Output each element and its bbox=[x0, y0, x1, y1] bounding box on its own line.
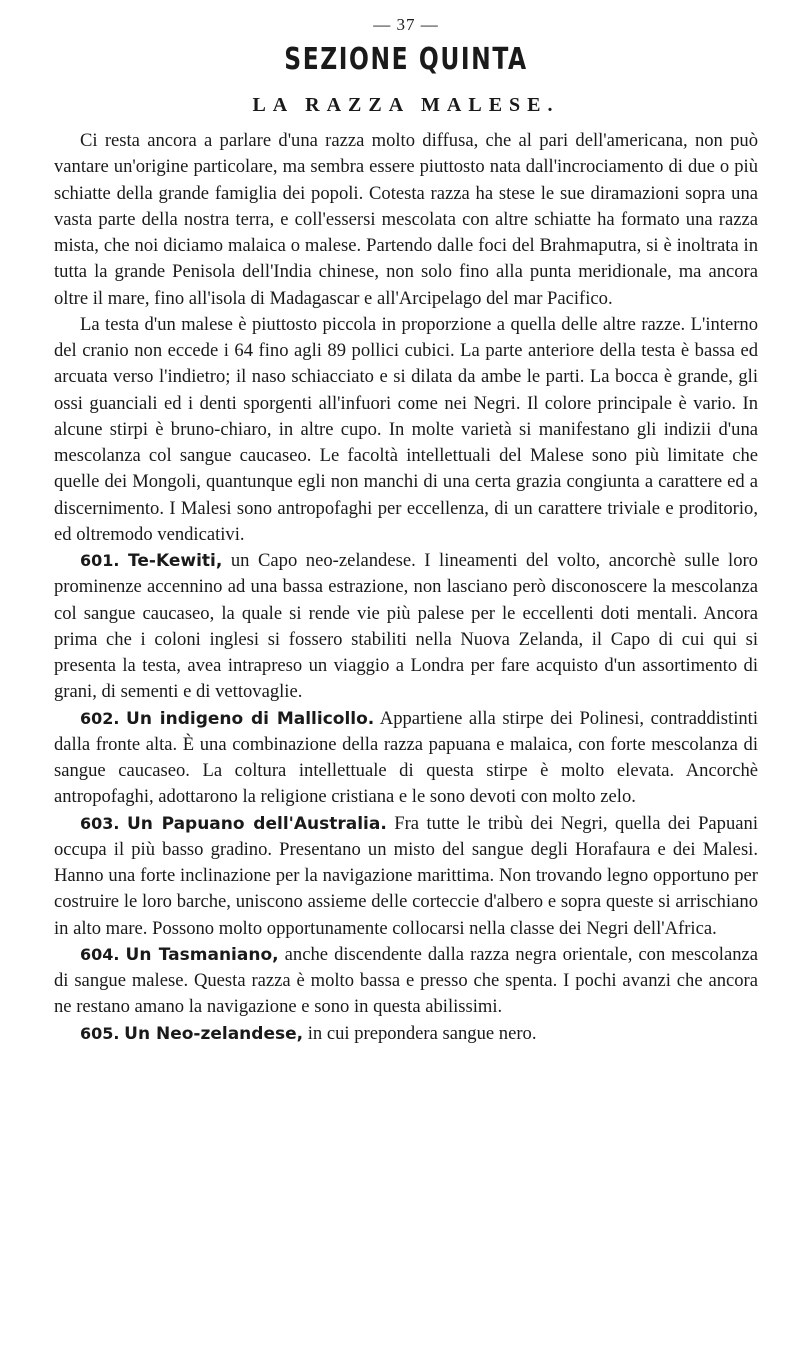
entry-601 bbox=[54, 548, 758, 706]
entry-text: Fra tutte le tribù dei Negri, quella dei Papuani occupa il più basso gradino. Presentano un misto del sangue degli Horafaura e dei Malesi. Hanno una forte inclinazione per la navigazione marittima. Non trovando legno opportuno per costruire le loro barche, uniscono assieme delle corteccie d'albero e sopra queste si arrischiano in alto mare. Possono molto opportunamente collocarsi nella classe dei Negri dell'Africa. bbox=[54, 812, 758, 939]
entry-text: Appartiene alla stirpe dei Polinesi, contraddistinti dalla fronte alta. È una combinazione della razza papuana e malaica, con forte mescolanza di sangue caucaseo. La coltura intellettuale di questa stirpe è molto elevata. Ancorchè antropofaghi, adottarono la religione cristiana e le sono devoti con molto zelo. bbox=[54, 707, 758, 808]
entry-number: 602. bbox=[80, 708, 120, 728]
entry-number: 601. bbox=[80, 551, 120, 570]
entry-text: anche discendente dalla razza negra orientale, con mescolanza di sangue malese. Questa razza è molto bassa e presso che spenta. I pochi avanzi che ancora ne restano amano la navigazione e sono in questa abilissimi. bbox=[54, 943, 759, 1018]
entry-605 bbox=[54, 1021, 758, 1047]
entry-title: Un Tasmaniano, bbox=[125, 944, 279, 965]
entry-title: Te-Kewiti, bbox=[128, 551, 223, 571]
description-paragraph: La testa d'un malese è piuttosto piccola in proporzione a quella delle altre razze. L'interno del cranio non eccede i 64 fino agli 89 pollici cubici. La parte anteriore della testa è bassa ed arcuata verso l'indietro; il naso schiacciato e si dilata da ambe le parti. La bocca è grande, gli ossi guanciali ed i denti sporgenti all'infuori come nei Negri. Il colore principale è vario. In alcune stirpi è bruno-chiaro, in altre cupo. In molte varietà si manifestano gli indizii d'una mescolanza col sangue caucaseo. Le facoltà intellettuali del Malese sono più limitate che quelle dei Mongoli, quantunque egli non manchi di una certa grazia congiunta a carattere ed a discernimento. I Malesi sono antropofaghi per eccellenza, di un carattere triviale e proditorio, ed oltremodo vendicativi. bbox=[54, 313, 758, 545]
body-text bbox=[54, 128, 758, 1047]
entry-title: Un Neo-zelandese, bbox=[124, 1023, 304, 1044]
entry-title: Un indigeno di Mallicollo. bbox=[126, 708, 375, 729]
entry-603 bbox=[54, 811, 758, 942]
section-title: SEZIONE QUINTA bbox=[284, 42, 528, 77]
entry-title: Un Papuano dell'Australia. bbox=[126, 813, 387, 834]
entry-text: in cui prepondera sangue nero. bbox=[307, 1022, 537, 1044]
entry-number: 605. bbox=[80, 1023, 120, 1043]
intro-paragraph: Ci resta ancora a parlare d'una razza molto diffusa, che al pari dell'americana, non può vantare un'origine particolare, ma sembra essere piuttosto nata dall'incrociamento di due o più schiatte della grande famiglia dei popoli. Cotesta razza ha stese le sue diramazioni sopra una vasta parte della nostra terra, e coll'essersi mescolata con altre schiatte ha formato una razza mista, che noi diciamo malaica o malese. Partendo dalle foci del Brahmaputra, si è inoltrata in tutta la grande Penisola dell'India chinese, non solo fino alla punta meridionale, ma ancora oltre il mare, fino all'isola di Madagascar e all'Arcipelago del mar Pacifico. bbox=[54, 130, 758, 309]
entry-number: 604. bbox=[80, 944, 120, 964]
entry-number: 603. bbox=[80, 813, 120, 833]
page-number: — 37 — bbox=[373, 15, 439, 34]
entry-text: un Capo neo-zelandese. I lineamenti del volto, ancorchè sulle loro prominenze accennino ad una bassa estrazione, non lasciano però disconoscere la mescolanza col sangue caucaseo, la quale si rende vie più palese per le eccellenti doti mentali. Ancora prima che i coloni inglesi si fossero stabiliti nella Nuova Zelanda, il Capo di cui qui si presenta la testa, avea intrapreso un viaggio a Londra per fare acquisto d'un assortimento di grani, di sementi e di vettovaglie. bbox=[54, 550, 758, 703]
entry-602 bbox=[54, 706, 758, 811]
book-page bbox=[54, 0, 758, 1359]
chapter-title: LA RAZZA MALESE. bbox=[252, 94, 560, 116]
entry-604 bbox=[54, 942, 758, 1021]
